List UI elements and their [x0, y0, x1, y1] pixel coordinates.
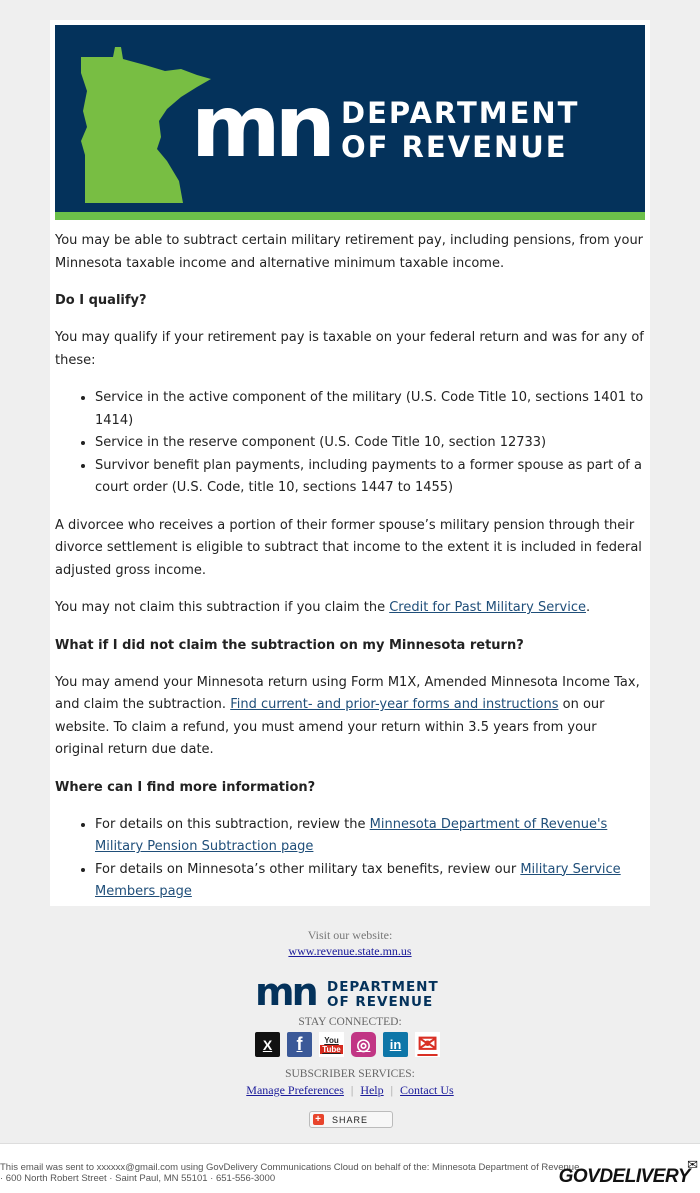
did-not-claim-heading: What if I did not claim the subtraction on my Minnesota return?: [55, 637, 524, 653]
mn-logo-letters: mn: [191, 77, 330, 177]
website-link[interactable]: www.revenue.state.mn.us: [288, 944, 412, 958]
linkedin-icon[interactable]: in: [383, 1032, 408, 1057]
email-icon[interactable]: ✉: [415, 1032, 440, 1057]
stay-connected-label: STAY CONNECTED:: [298, 1016, 402, 1028]
list-item: • For details on this subtraction, review the Minnesota Department of Revenue's Military Pension Subtraction page: [95, 814, 645, 859]
plus-icon: +: [313, 1114, 324, 1125]
subscriber-links: [0, 1083, 700, 1098]
footer-logo-line2: OF REVENUE: [327, 994, 434, 1010]
header-banner: [55, 25, 645, 212]
list-item: • Service in the active component of the military (U.S. Code Title 10, sections 1401 to 1414): [95, 387, 645, 432]
more-info-heading: Where can I find more information?: [55, 779, 316, 795]
divider: |: [350, 1083, 354, 1097]
visit-website: [0, 927, 700, 959]
list-item: • Survivor benefit plan payments, including payments to a former spouse as part of a court order (U.S. Code, title 10, sections 1447 to 1455): [95, 455, 645, 500]
green-accent-bar: [55, 212, 645, 220]
social-icons: [255, 1032, 440, 1058]
help-link[interactable]: Help: [360, 1083, 384, 1097]
pension-subtraction-link[interactable]: Minnesota Department of Revenue's Military Pension Subtraction page: [95, 816, 608, 854]
manage-preferences-link[interactable]: Manage Preferences: [246, 1083, 344, 1097]
list-item: • For details on Minnesota’s other military tax benefits, review our Military Service Members page: [95, 859, 645, 904]
email-card: [50, 20, 650, 906]
x-icon[interactable]: X: [255, 1032, 280, 1057]
military-members-link[interactable]: Military Service Members page: [95, 861, 621, 899]
share-label: SHARE: [332, 1114, 369, 1125]
youtube-icon[interactable]: You Tube: [319, 1032, 344, 1057]
forms-instructions-link[interactable]: Find current- and prior-year forms and instructions: [230, 697, 559, 712]
amend-paragraph: You may amend your Minnesota return using Form M1X, Amended Minnesota Income Tax, and claim the subtraction. Find current- and prior-year forms and instructions on our website. To claim a refund, you must amend your return within 3.5 years from your original return due date.: [55, 674, 640, 757]
credit-past-military-link[interactable]: Credit for Past Military Service: [389, 600, 586, 615]
visit-label: Visit our website:: [307, 928, 393, 942]
dept-line1: DEPARTMENT: [341, 96, 580, 130]
footer-logo-line1: DEPARTMENT: [327, 979, 439, 995]
qualify-heading: Do I qualify?: [55, 293, 147, 308]
email-body: [55, 230, 645, 919]
sent-to-note: This email was sent to xxxxxx@gmail.com using GovDelivery Communications Cloud on behalf of the: Minnesota Department of Revenue · 600 North Robert Street · Saint Paul, MN 55101 · 651-556-3000: [0, 1162, 580, 1184]
qualify-list: [55, 387, 645, 500]
dept-line2: OF REVENUE: [341, 130, 568, 164]
divorcee-paragraph: A divorcee who receives a portion of their former spouse’s military pension through their divorce settlement is eligible to subtract that income to the extent it is included in federal adjusted gross income.: [55, 517, 642, 578]
facebook-icon[interactable]: f: [287, 1032, 312, 1057]
envelope-icon: ✉: [687, 1158, 698, 1173]
govdelivery-logo: GOVDELIVERY: [558, 1166, 690, 1187]
more-info-list: [55, 814, 645, 904]
qualify-intro: You may qualify if your retirement pay is taxable on your federal return and was for any of these:: [55, 330, 644, 368]
divider: |: [390, 1083, 394, 1097]
instagram-icon[interactable]: ◎: [351, 1032, 376, 1057]
not-claim-paragraph: You may not claim this subtraction if you claim the Credit for Past Military Service.: [55, 600, 591, 615]
footer-logo: [255, 970, 455, 1014]
footer-logo-letters: mn: [255, 970, 316, 1014]
share-button[interactable]: [309, 1111, 393, 1128]
bottom-bar: [0, 1143, 700, 1193]
subscriber-services-label: SUBSCRIBER SERVICES:: [285, 1068, 415, 1080]
contact-us-link[interactable]: Contact Us: [400, 1083, 454, 1097]
intro-paragraph: You may be able to subtract certain military retirement pay, including pensions, from your Minnesota taxable income and alternative minimum taxable income.: [55, 233, 644, 271]
list-item: • Service in the reserve component (U.S. Code Title 10, section 12733): [95, 432, 645, 455]
